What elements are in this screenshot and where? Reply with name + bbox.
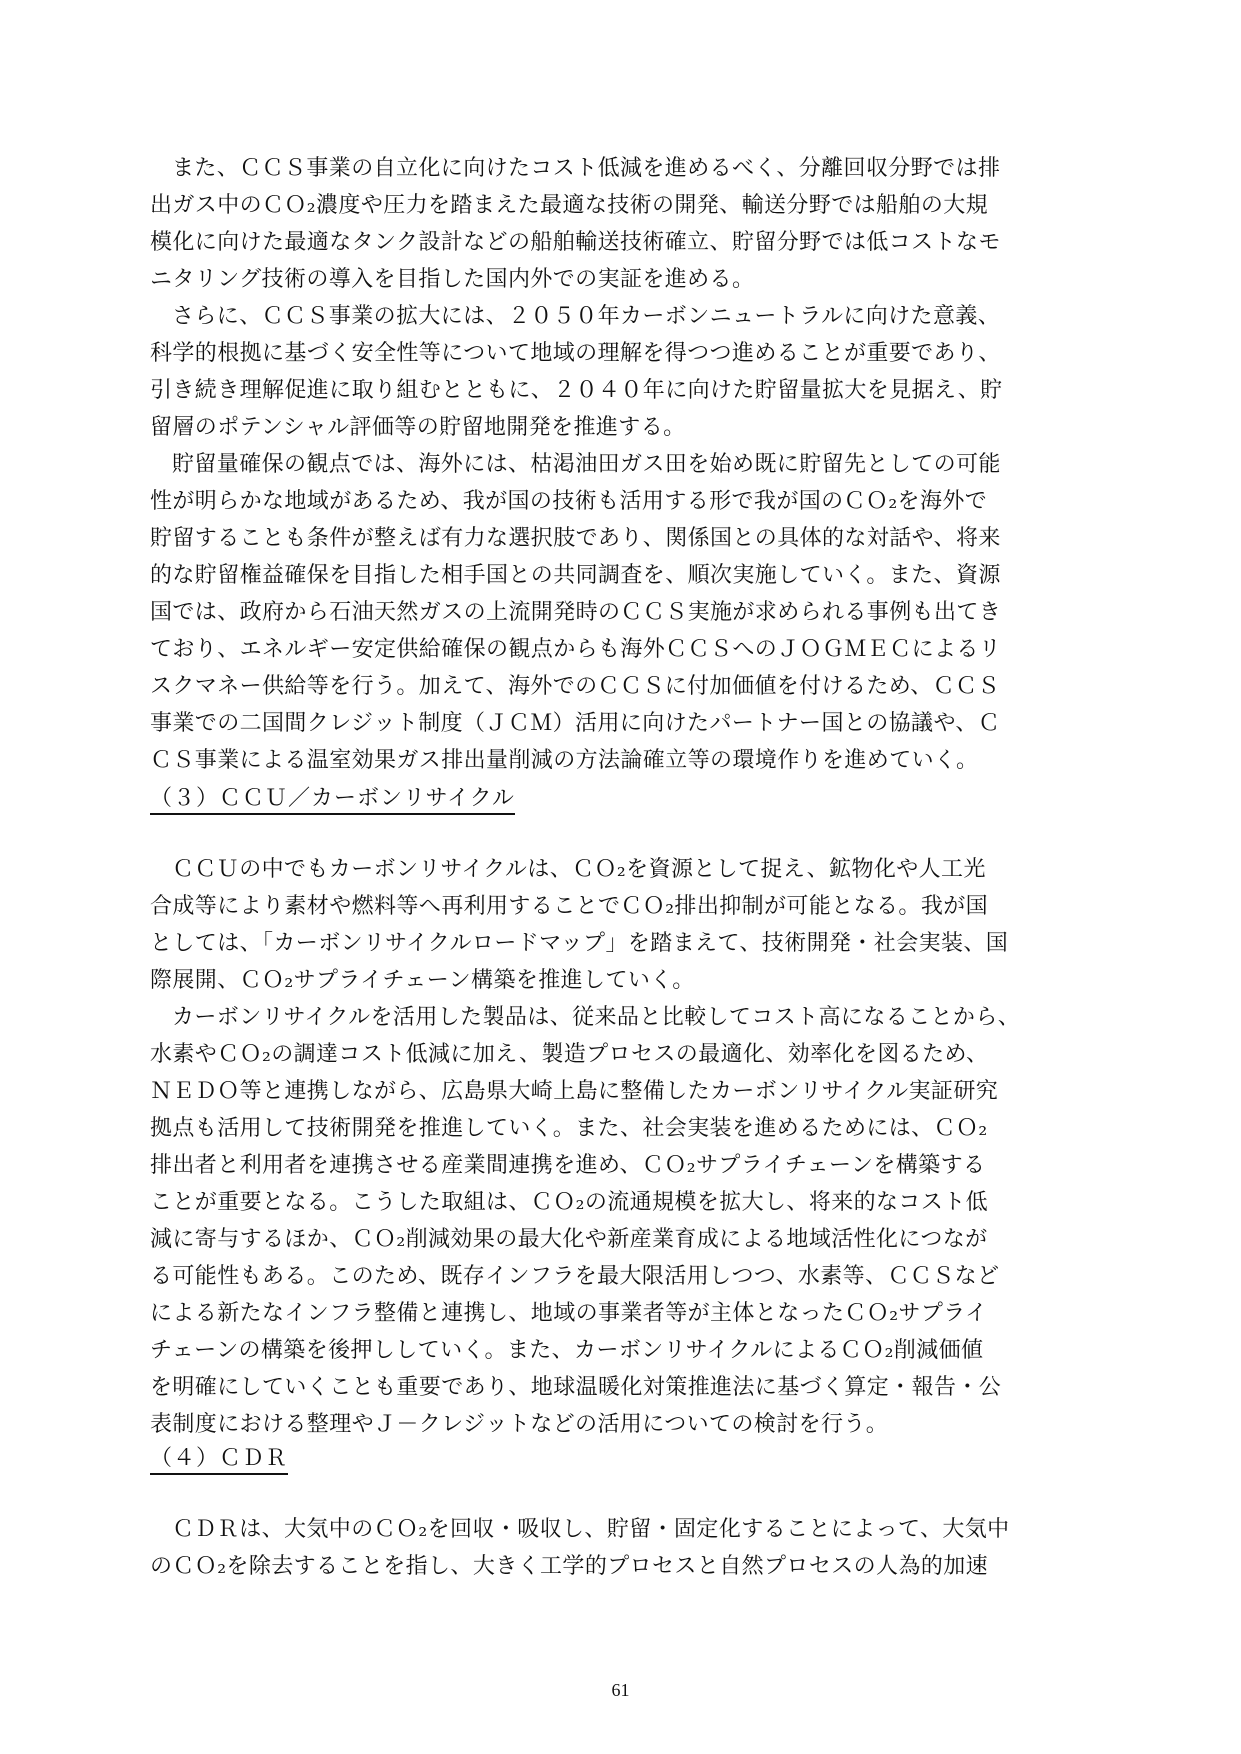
- paragraph-line: 事業での二国間クレジット制度（ＪＣＭ）活用に向けたパートナー国との協議や、Ｃ: [150, 711, 1001, 736]
- paragraph-line: 減に寄与するほか、ＣＯ₂削減効果の最大化や新産業育成による地域活性化につなが: [150, 1227, 988, 1252]
- paragraph-line: 排出者と利用者を連携させる産業間連携を進め、ＣＯ₂サプライチェーンを構築する: [150, 1153, 986, 1178]
- cdr-section: [150, 1440, 1095, 1585]
- section-heading: [150, 780, 1095, 817]
- paragraph-line: 水素やＣＯ₂の調達コスト低減に加え、製造プロセスの最適化、効率化を図るため、: [150, 1042, 989, 1067]
- paragraph-line: 科学的根拠に基づく安全性等について地域の理解を得つつ進めることが重要であり、: [150, 341, 1001, 366]
- paragraph-line: 貯留することも条件が整えば有力な選択肢であり、関係国との具体的な対話や、将来: [150, 526, 1001, 551]
- section-heading: [150, 1440, 1095, 1477]
- paragraph-line: 出ガス中のＣＯ₂濃度や圧力を踏まえた最適な技術の開発、輸送分野では船舶の大規: [150, 193, 989, 218]
- ccs-section: [150, 150, 1095, 779]
- paragraph-line: ことが重要となる。こうした取組は、ＣＯ₂の流通規模を拡大し、将来的なコスト低: [150, 1190, 989, 1215]
- section-heading-text: （３）ＣＣＵ／カーボンリサイクル: [150, 786, 515, 815]
- paragraph-line: 国では、政府から石油天然ガスの上流開発時のＣＣＳ実施が求められる事例も出てき: [150, 600, 1002, 625]
- section-heading-text: （４）ＣＤＲ: [150, 1446, 288, 1475]
- paragraph-line: 際展開、ＣＯ₂サプライチェーン構築を推進していく。: [150, 968, 695, 993]
- paragraph-line: を明確にしていくことも重要であり、地球温暖化対策推進法に基づく算定・報告・公: [150, 1375, 1002, 1400]
- paragraph-line: 拠点も活用して技術開発を推進していく。また、社会実装を進めるためには、ＣＯ₂: [150, 1116, 988, 1141]
- paragraph-line: としては、「カーボンリサイクルロードマップ」を踏まえて、技術開発・社会実装、国: [150, 931, 1009, 956]
- paragraph-line: 貯留量確保の観点では、海外には、枯渇油田ガス田を始め既に貯留先としての可能: [172, 452, 1001, 477]
- paragraph-line: 留層のポテンシャル評価等の貯留地開発を推進する。: [150, 415, 686, 440]
- ccu-section: [150, 780, 1095, 1443]
- paragraph-line: ＣＳ事業による温室効果ガス排出量削減の方法論確立等の環境作りを進めていく。: [150, 748, 979, 773]
- paragraph-line: ＣＣＵの中でもカーボンリサイクルは、ＣＯ₂を資源として捉え、鉱物化や人工光: [172, 857, 986, 882]
- paragraph-line: また、ＣＣＳ事業の自立化に向けたコスト低減を進めるべく、分離回収分野では排: [172, 156, 1001, 181]
- paragraph-line: ており、エネルギー安定供給確保の観点からも海外ＣＣＳへのＪＯＧＭＥＣによるリ: [150, 637, 1002, 662]
- paragraph-line: 合成等により素材や燃料等へ再利用することでＣＯ₂排出抑制が可能となる。我が国: [150, 894, 989, 919]
- page-number: 61: [611, 1680, 630, 1700]
- paragraph-line: さらに、ＣＣＳ事業の拡大には、２０５０年カーボンニュートラルに向けた意義、: [172, 304, 1001, 329]
- paragraph-line: のＣＯ₂を除去することを指し、大きく工学的プロセスと自然プロセスの人為的加速: [150, 1554, 989, 1579]
- paragraph-line: 的な貯留権益確保を目指した相手国との共同調査を、順次実施していく。また、資源: [150, 563, 1001, 588]
- paragraph-line: 模化に向けた最適なタンク設計などの船舶輸送技術確立、貯留分野では低コストなモ: [150, 230, 1001, 255]
- paragraph-line: による新たなインフラ整備と連携し、地域の事業者等が主体となったＣＯ₂サプライ: [150, 1301, 988, 1326]
- paragraph-line: チェーンの構築を後押ししていく。また、カーボンリサイクルによるＣＯ₂削減価値: [150, 1338, 984, 1363]
- paragraph-line: る可能性もある。このため、既存インフラを最大限活用しつつ、水素等、ＣＣＳなど: [150, 1264, 1000, 1289]
- paragraph-line: ニタリング技術の導入を目指した国内外での実証を進める。: [150, 267, 755, 292]
- paragraph-line: ＣＤＲは、大気中のＣＯ₂を回収・吸収し、貯留・固定化することによって、大気中: [172, 1517, 1010, 1542]
- paragraph-line: 表制度における整理やＪ－クレジットなどの活用についての検討を行う。: [150, 1412, 889, 1437]
- paragraph-line: 引き続き理解促進に取り組むとともに、２０４０年に向けた貯留量拡大を見据え、貯: [150, 378, 1003, 403]
- paragraph-line: ＮＥＤＯ等と連携しながら、広島県大崎上島に整備したカーボンリサイクル実証研究: [150, 1079, 999, 1104]
- paragraph-line: スクマネー供給等を行う。加えて、海外でのＣＣＳに付加価値を付けるため、ＣＣＳ: [150, 674, 1000, 699]
- paragraph-line: カーボンリサイクルを活用した製品は、従来品と比較してコスト高になることから、: [172, 1005, 1021, 1030]
- paragraph-line: 性が明らかな地域があるため、我が国の技術も活用する形で我が国のＣＯ₂を海外で: [150, 489, 988, 514]
